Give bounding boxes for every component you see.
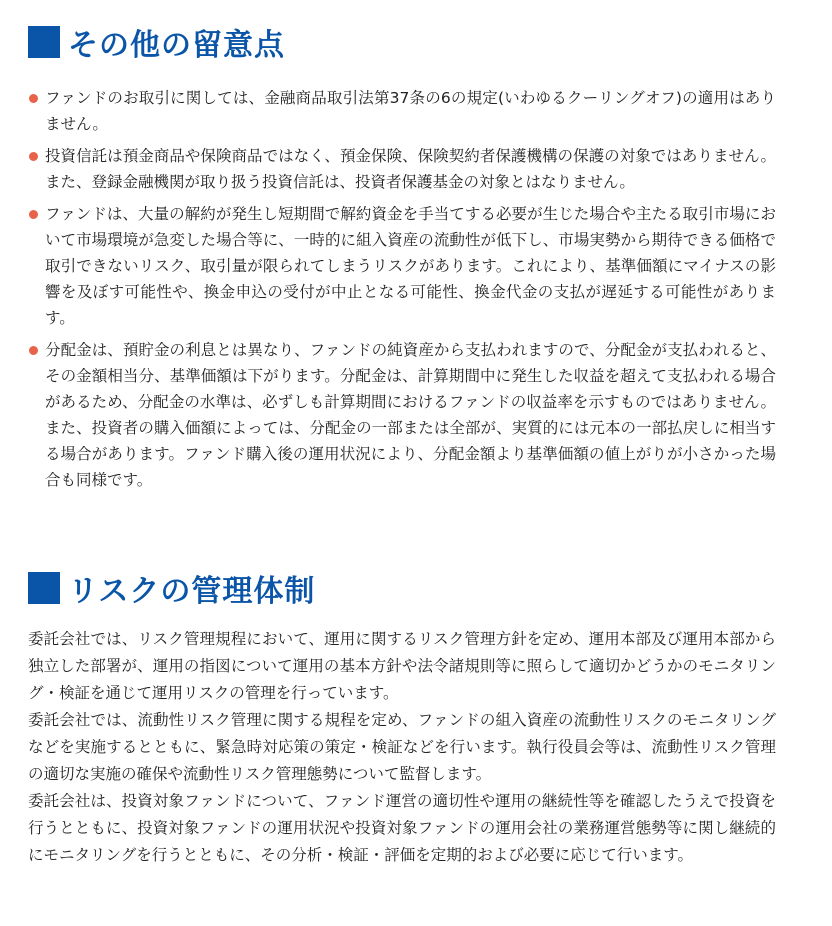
- list-item: [28, 201, 776, 331]
- list-item-text: ファンドは、大量の解約が発生し短期間で解約資金を手当てする必要が生じた場合や主たる取引市場において市場環境が急変した場合等に、一時的に組入資産の流動性が低下し、市場実勢から期待できる価格で取引できないリスク、取引量が限られてしまうリスクがあります。これにより、基準価額にマイナスの影響を及ぼす可能性や、換金申込の受付が中止となる可能性、換金代金の支払が遅延する可能性があります。: [45, 205, 776, 327]
- list-item-text: ファンドのお取引に関しては、金融商品取引法第37条の6の規定(いわゆるクーリングオフ)の適用はありません。: [45, 89, 776, 133]
- list-item: [28, 143, 776, 195]
- section-heading-other-notes: [28, 22, 285, 62]
- paragraph: 委託会社では、リスク管理規程において、運用に関するリスク管理方針を定め、運用本部及び運用本部から独立した部署が、運用の指図について運用の基本方針や法令諸規則等に照らして適切かどうかのモニタリング・検証を通じて運用リスクの管理を行っています。: [28, 630, 776, 702]
- section-title: リスクの管理体制: [68, 574, 316, 609]
- heading-square-icon: [28, 26, 60, 58]
- risk-management-body: [28, 626, 776, 869]
- paragraph: 委託会社は、投資対象ファンドについて、ファンド運営の適切性や運用の継続性等を確認したうえで投資を行うとともに、投資対象ファンドの運用状況や投資対象ファンドの運用会社の業務運営態勢等に関し継続的にモニタリングを行うとともに、その分析・検証・評価を定期的および必要に応じて行います。: [28, 792, 776, 864]
- bullet-dot-icon: [29, 210, 38, 219]
- list-item-text: 分配金は、預貯金の利息とは異なり、ファンドの純資産から支払われますので、分配金が支払われると、その金額相当分、基準価額は下がります。分配金は、計算期間中に発生した収益を超えて支払われる場合があるため、分配金の水準は、必ずしも計算期間におけるファンドの収益率を示すものではありません。また、投資者の購入価額によっては、分配金の一部または全部が、実質的には元本の一部払戻しに相当する場合があります。ファンド購入後の運用状況により、分配金額より基準価額の値上がりが小さかった場合も同様です。: [45, 341, 776, 489]
- section-heading-risk-management: [28, 568, 315, 608]
- list-item: [28, 337, 776, 493]
- notes-list: [28, 85, 776, 499]
- bullet-dot-icon: [29, 152, 38, 161]
- section-title: その他の留意点: [68, 28, 285, 63]
- list-item-text: 投資信託は預金商品や保険商品ではなく、預金保険、保険契約者保護機構の保護の対象ではありません。また、登録金融機関が取り扱う投資信託は、投資者保護基金の対象とはなりません。: [45, 147, 776, 191]
- bullet-dot-icon: [29, 346, 38, 355]
- list-item: [28, 85, 776, 137]
- paragraph: 委託会社では、流動性リスク管理に関する規程を定め、ファンドの組入資産の流動性リスクのモニタリングなどを実施するとともに、緊急時対応策の策定・検証などを行います。執行役員会等は、流動性リスク管理の適切な実施の確保や流動性リスク管理態勢について監督します。: [28, 711, 776, 783]
- heading-square-icon: [28, 572, 60, 604]
- bullet-dot-icon: [29, 94, 38, 103]
